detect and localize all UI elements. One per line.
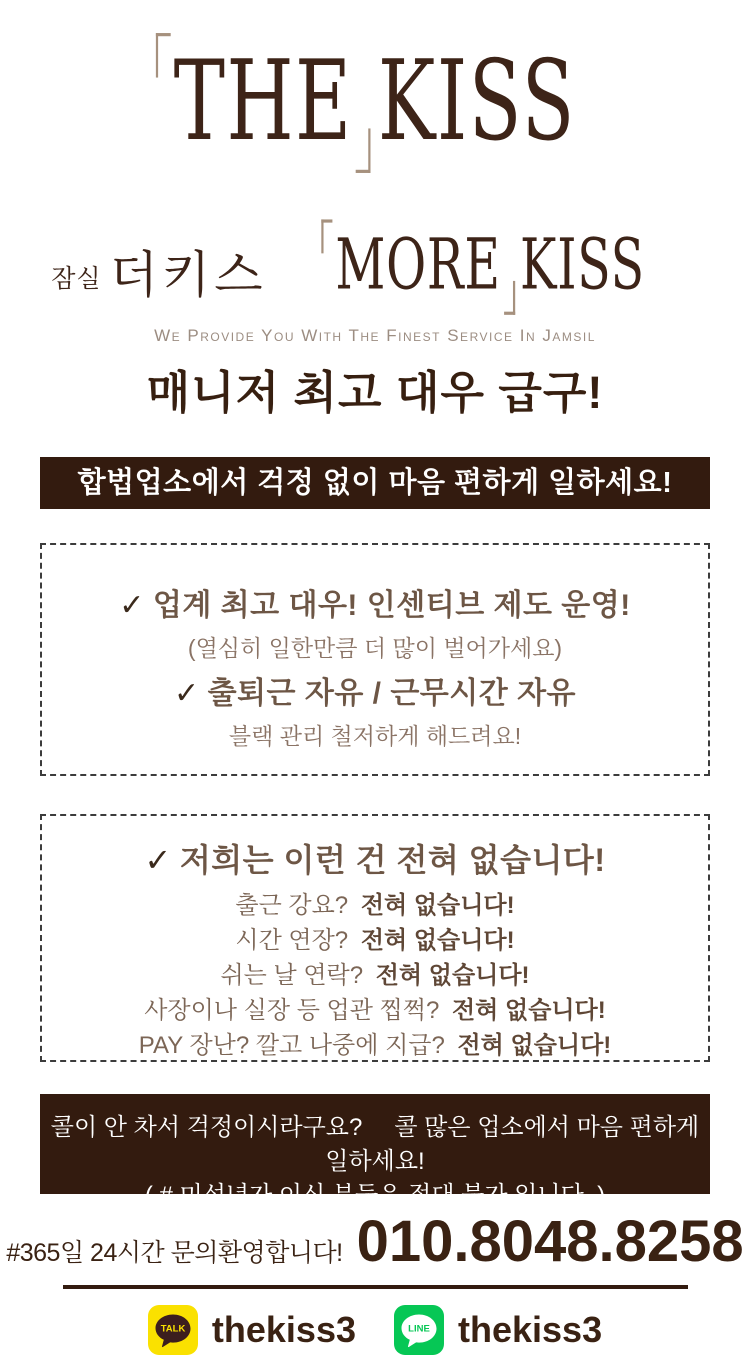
benefit-text-1: 업계 최고 대우! 인센티브 제도 운영! [152,589,631,622]
list-item [42,993,708,1028]
benefit-line-1 [42,589,708,623]
logo-text-kiss2: KISS [519,223,645,306]
checkmark-icon: ✓ [173,677,200,710]
contact-label: #365일 24시간 문의환영합니다! [6,1239,343,1267]
line-contact [394,1305,602,1355]
question-text: 출근 강요? [235,892,349,919]
logo-line-the-kiss [0,36,750,190]
question-text: 쉬는 날 연락? [220,962,364,989]
answer-text: 전혀 없습니다! [360,927,515,954]
corner-bracket-bottom-right-icon [503,281,514,315]
logo-text-the: THE [173,36,353,166]
logo-text-more: MORE [334,223,501,306]
list-item [42,1028,708,1063]
banner2-line1a: 콜이 안 차서 걱정이시라구요? [50,1114,363,1141]
list-item [42,923,708,958]
question-text: 사장이나 실장 등 업관 찝쩍? [144,997,440,1024]
answer-text: 전혀 없습니다! [360,892,515,919]
checkmark-icon: ✓ [144,842,172,878]
benefit-sub-1: (열심히 일한만큼 더 많이 벌어가세요) [187,635,563,661]
phone-number: 010.8048.8258 [356,1209,744,1274]
line-icon [394,1305,444,1355]
corner-bracket-top-left-icon [156,33,171,78]
checkmark-icon: ✓ [119,589,145,622]
logo-word-more [334,223,501,306]
kakao-icon-label: TALK [160,1323,186,1335]
answer-text: 전혀 없습니다! [457,1032,612,1059]
benefit-sub-2: 블랙 관리 철저하게 해드려요! [228,723,522,749]
banner2-line1b: 콜 많은 업소에서 마음 편하게 일하세요! [325,1114,700,1175]
line-icon-label: LINE [408,1323,430,1335]
answer-text: 전혀 없습니다! [451,997,606,1024]
no-pressure-heading-text: 저희는 이런 건 전혀 없습니다! [179,842,606,878]
kakao-id: thekiss3 [211,1309,356,1350]
benefit-line-2 [42,677,708,711]
banner-call-volume [40,1094,710,1209]
corner-bracket-top-left-icon [321,219,332,253]
banner2-line2-minor-notice: ( # 미성년자 이신 분들은 절대 불가 입니다. ) [144,1182,606,1209]
no-pressure-heading [42,840,708,880]
logo-name-korean: 더키스 [109,247,267,303]
logo-line-more-kiss [0,204,750,306]
no-pressure-box [40,814,710,1062]
corner-bracket-bottom-right-icon [356,128,371,173]
banner2-line1 [40,1111,710,1179]
list-item [42,958,708,993]
question-text: PAY 장난? 깔고 나중에 지급? [138,1032,445,1059]
question-text: 시간 연장? [235,927,349,954]
benefits-box [40,543,710,776]
list-item [42,888,708,923]
divider [63,1285,688,1289]
tagline: We Provide You With The Finest Service In Jamsil [154,326,596,345]
logo-word-the [173,36,353,166]
kakaotalk-icon [148,1305,198,1355]
social-row [0,1305,750,1355]
logo-text-kiss: KISS [378,36,577,166]
logo-area-korean: 잠실 [51,265,102,293]
benefit-text-2: 출퇴근 자유 / 근무시간 자유 [207,677,577,710]
kakao-contact [148,1305,356,1355]
answer-text: 전혀 없습니다! [375,962,530,989]
banner-legal-workplace: 합법업소에서 걱정 없이 마음 편하게 일하세요! [40,457,710,509]
contact-row [0,1208,750,1275]
line-id: thekiss3 [458,1309,603,1350]
page-title: 매니저 최고 대우 급구! [146,367,604,418]
logo-block [0,0,750,306]
